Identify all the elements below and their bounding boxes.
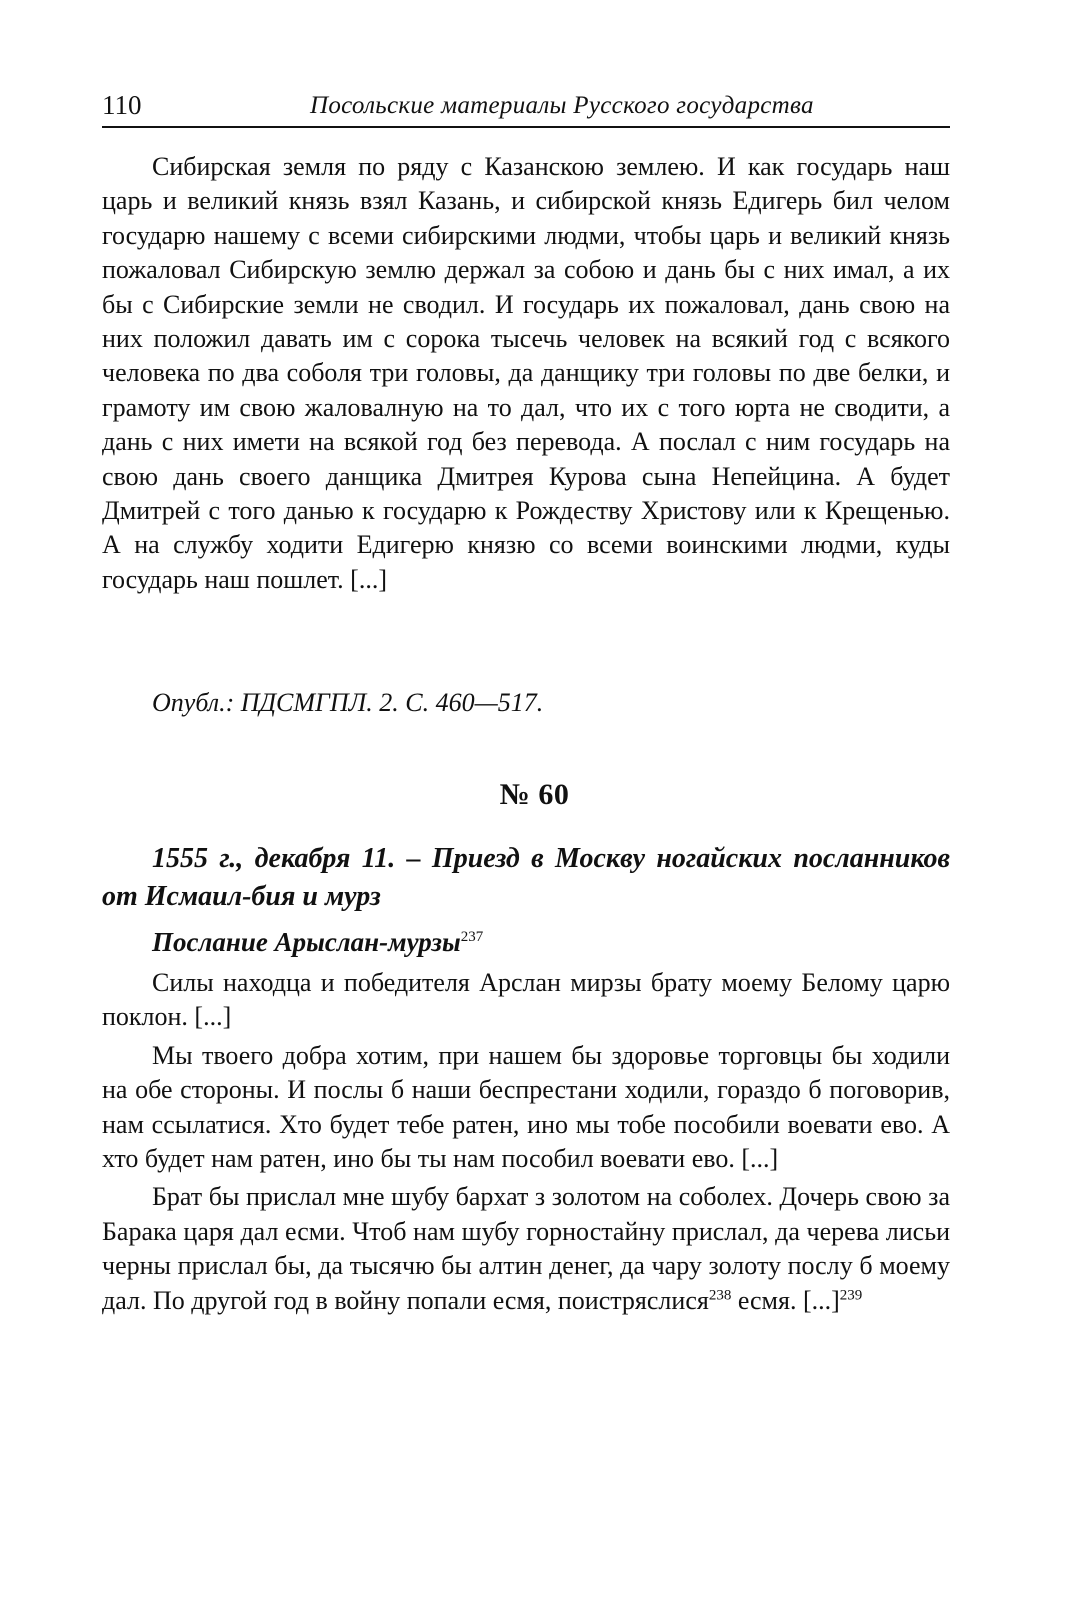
letter-paragraph-3 (102, 1180, 950, 1318)
document-title: 1555 г., декабря 11. – Приезд в Москву ногайских посланников от Исмаил-бия и мурз (102, 843, 950, 912)
letter-paragraph-3-end: есмя. [...] (731, 1285, 840, 1315)
body-text-top (102, 150, 950, 597)
page-number: 110 (102, 90, 142, 120)
paragraph-siberia: Сибирская земля по ряду с Казанскою землею. И как государь наш царь и великий князь взял Казань, и сибирской князь Едигерь бил челом государю нашему с всеми сибирскими людми, чтобы царь и великий князь пожаловал Сибирскую землю держал за собою и дань бы с них имал, а их бы с Сибирские земли не сводил. И государь их пожаловал, дань свою на них положил давать им с сорока тысечь человек на всякий год с всякого человека по два соболя три головы, да данщику три головы по две белки, и грамоту им свою жаловалную на то дал, что их с того юрта не сводити, а дань с них имети на всякой год без перевода. А послал с ним государь на свою дань своего данщика Дмитрея Курова сына Непейцина. А будет Дмитрей с того данью к государю к Рождеству Христову или к Крещенью. А на службу ходити Едигерю князю со всеми воинскими людми, куды государь наш пошлет. [...] (102, 152, 950, 594)
letter-body (102, 966, 950, 1318)
letter-heading (152, 927, 483, 958)
footnote-marker: 238 (708, 1287, 732, 1303)
document-number: № 60 (499, 778, 570, 811)
letter-paragraph-3-text: Брат бы прислал мне шубу бархат з золотом на соболех. Дочерь свою за Барака царя дал есми. Чтоб нам шубу горностайну прислал, да черева лисьи черны прислал бы, да тысячю бы алтин денег, да чару золоту послу б моему дал. По другой год в войну попали есмя, поистряслися (102, 1182, 950, 1315)
footnote-marker: 239 (839, 1287, 863, 1303)
page-header (102, 86, 950, 128)
footnote-marker: 237 (460, 929, 484, 945)
publication-reference: Опубл.: ПДСМГПЛ. 2. С. 460—517. (152, 688, 544, 717)
running-title: Посольские материалы Русского государства (310, 92, 814, 119)
letter-paragraph-1: Силы находца и победителя Арслан мирзы брату моему Белому царю поклон. [...] (102, 968, 950, 1032)
letter-heading-text: Послание Арыслан-мурзы (152, 927, 461, 957)
letter-paragraph-2: Мы твоего добра хотим, при нашем бы здоровье торговцы бы ходили на обе стороны. И послы б наши беспрестани ходили, гораздо б поговорив, нам ссылатися. Хто будет тебе ратен, ино мы тобе пособили воевати ево. А хто будет нам ратен, ино бы ты нам пособил воевати ево. [...] (102, 1040, 950, 1174)
